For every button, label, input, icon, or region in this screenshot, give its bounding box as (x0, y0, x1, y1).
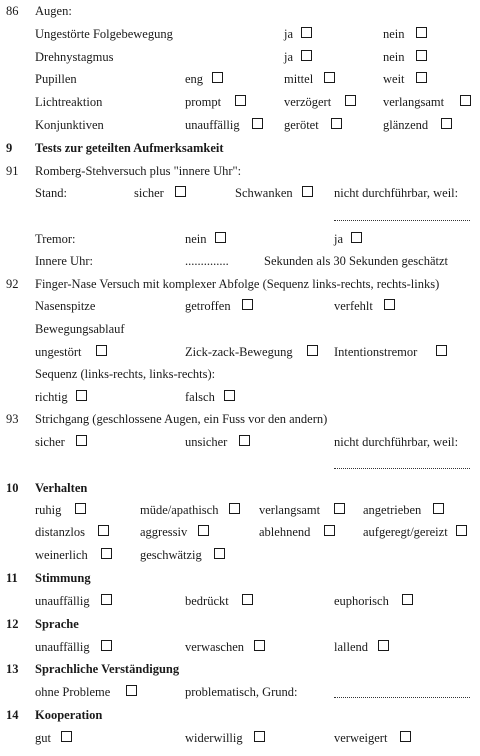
checkbox[interactable] (76, 435, 87, 446)
option-label: nein (185, 232, 207, 246)
section-title: Stimmung (35, 571, 91, 585)
checkbox[interactable] (436, 345, 447, 356)
checkbox[interactable] (301, 50, 312, 61)
row-label: Nasenspitze (35, 299, 96, 313)
section-number: 9 (6, 141, 13, 155)
option-label: sicher (35, 435, 65, 449)
section-title: Finger-Nase Versuch mit komplexer Abfolge (Sequenz links-rechts, rechts-links) (35, 277, 440, 291)
checkbox[interactable] (101, 594, 112, 605)
section-number: 93 (6, 412, 19, 426)
checkbox[interactable] (101, 640, 112, 651)
checkbox[interactable] (254, 640, 265, 651)
checkbox[interactable] (384, 299, 395, 310)
checkbox[interactable] (416, 72, 427, 83)
option-label: Intentionstremor (334, 345, 418, 359)
row-label: Tremor: (35, 232, 76, 246)
option-label: unauffällig (35, 594, 90, 608)
row-label: Drehnystagmus (35, 50, 114, 64)
section-number: 10 (6, 481, 19, 495)
checkbox[interactable] (400, 731, 411, 742)
option-label: müde/apathisch (140, 503, 219, 517)
option-label: unsicher (185, 435, 228, 449)
row-label: Innere Uhr: (35, 254, 93, 268)
section-number: 92 (6, 277, 19, 291)
option-label: sicher (134, 186, 164, 200)
checkbox[interactable] (433, 503, 444, 514)
option-label: mittel (284, 72, 314, 86)
option-label: unauffällig (185, 118, 240, 132)
option-label: geschwätzig (140, 548, 202, 562)
option-label: aufgeregt/gereizt (363, 525, 448, 539)
option-label: getroffen (185, 299, 231, 313)
option-label: problematisch, Grund: (185, 685, 298, 699)
section-number: 86 (6, 4, 19, 18)
option-label: widerwillig (185, 731, 243, 745)
option-label: falsch (185, 390, 215, 404)
option-label: verlangsamt (259, 503, 321, 517)
fill-in-line[interactable] (334, 697, 470, 698)
checkbox[interactable] (324, 72, 335, 83)
checkbox[interactable] (96, 345, 107, 356)
checkbox[interactable] (416, 27, 427, 38)
checkbox[interactable] (252, 118, 263, 129)
section-number: 13 (6, 662, 19, 676)
option-label: angetrieben (363, 503, 422, 517)
fill-in-line[interactable] (334, 220, 470, 221)
row-label: Stand: (35, 186, 67, 200)
section-title: Tests zur geteilten Aufmerksamkeit (35, 141, 224, 155)
option-label: gerötet (284, 118, 319, 132)
option-label: nicht durchführbar, weil: (334, 435, 459, 449)
option-label: richtig (35, 390, 68, 404)
checkbox[interactable] (101, 548, 112, 559)
option-label: eng (185, 72, 204, 86)
option-label: ohne Probleme (35, 685, 111, 699)
section-number: 91 (6, 164, 19, 178)
checkbox[interactable] (351, 232, 362, 243)
option-label: verzögert (284, 95, 332, 109)
option-label: gut (35, 731, 51, 745)
option-label: prompt (185, 95, 222, 109)
section-title: Sprache (35, 617, 79, 631)
checkbox[interactable] (76, 390, 87, 401)
row-label: Bewegungsablauf (35, 322, 125, 336)
option-label: weit (383, 72, 405, 86)
checkbox[interactable] (324, 525, 335, 536)
option-label: glänzend (383, 118, 429, 132)
option-label: ablehnend (259, 525, 311, 539)
option-label: verweigert (334, 731, 388, 745)
option-label: verfehlt (334, 299, 373, 313)
option-label: ruhig (35, 503, 62, 517)
checkbox[interactable] (126, 685, 137, 696)
fill-in-dots[interactable]: .............. (185, 254, 229, 268)
option-label: verlangsamt (383, 95, 445, 109)
row-label: Lichtreaktion (35, 95, 103, 109)
option-label: nein (383, 27, 405, 41)
checkbox[interactable] (98, 525, 109, 536)
checkbox[interactable] (302, 186, 313, 197)
section-title: Romberg-Stehversuch plus "innere Uhr": (35, 164, 242, 178)
checkbox[interactable] (441, 118, 452, 129)
option-label: ja (334, 232, 344, 246)
checkbox[interactable] (345, 95, 356, 106)
checkbox[interactable] (242, 594, 253, 605)
section-title: Sprachliche Verständigung (35, 662, 180, 676)
row-label: Konjunktiven (35, 118, 104, 132)
checkbox[interactable] (242, 299, 253, 310)
checkbox[interactable] (215, 232, 226, 243)
checkbox[interactable] (214, 548, 225, 559)
option-label: ja (284, 50, 294, 64)
checkbox[interactable] (378, 640, 389, 651)
checkbox[interactable] (331, 118, 342, 129)
option-label: Schwanken (235, 186, 293, 200)
section-title: Strichgang (geschlossene Augen, ein Fuss vor den andern) (35, 412, 328, 426)
row-label: Ungestörte Folgebewegung (35, 27, 173, 41)
fill-in-line[interactable] (334, 468, 470, 469)
option-label: unauffällig (35, 640, 90, 654)
checkbox[interactable] (61, 731, 72, 742)
checkbox[interactable] (198, 525, 209, 536)
checkbox[interactable] (307, 345, 318, 356)
option-label: Zick-zack-Bewegung (185, 345, 293, 359)
option-label: nicht durchführbar, weil: (334, 186, 459, 200)
checkbox[interactable] (224, 390, 235, 401)
row-label: Pupillen (35, 72, 77, 86)
checkbox[interactable] (254, 731, 265, 742)
section-number: 12 (6, 617, 19, 631)
checkbox[interactable] (301, 27, 312, 38)
row-label: Sequenz (links-rechts, links-rechts): (35, 367, 216, 381)
checkbox[interactable] (334, 503, 345, 514)
option-label: ungestört (35, 345, 82, 359)
option-label: bedrückt (185, 594, 229, 608)
option-label: aggressiv (140, 525, 188, 539)
checkbox[interactable] (460, 95, 471, 106)
option-label: nein (383, 50, 405, 64)
option-label: ja (284, 27, 294, 41)
option-label: euphorisch (334, 594, 389, 608)
option-label: verwaschen (185, 640, 244, 654)
section-number: 14 (6, 708, 19, 722)
checkbox[interactable] (235, 95, 246, 106)
option-label: weinerlich (35, 548, 88, 562)
checkbox[interactable] (416, 50, 427, 61)
section-number: 11 (6, 571, 18, 585)
checkbox[interactable] (75, 503, 86, 514)
checkbox[interactable] (402, 594, 413, 605)
checkbox[interactable] (212, 72, 223, 83)
checkbox[interactable] (175, 186, 186, 197)
option-label: distanzlos (35, 525, 85, 539)
checkbox[interactable] (229, 503, 240, 514)
checkbox[interactable] (239, 435, 250, 446)
section-title: Verhalten (35, 481, 88, 495)
row-text: Sekunden als 30 Sekunden geschätzt (264, 254, 448, 268)
option-label: lallend (334, 640, 369, 654)
section-title: Augen: (35, 4, 72, 18)
checkbox[interactable] (456, 525, 467, 536)
section-title: Kooperation (35, 708, 103, 722)
